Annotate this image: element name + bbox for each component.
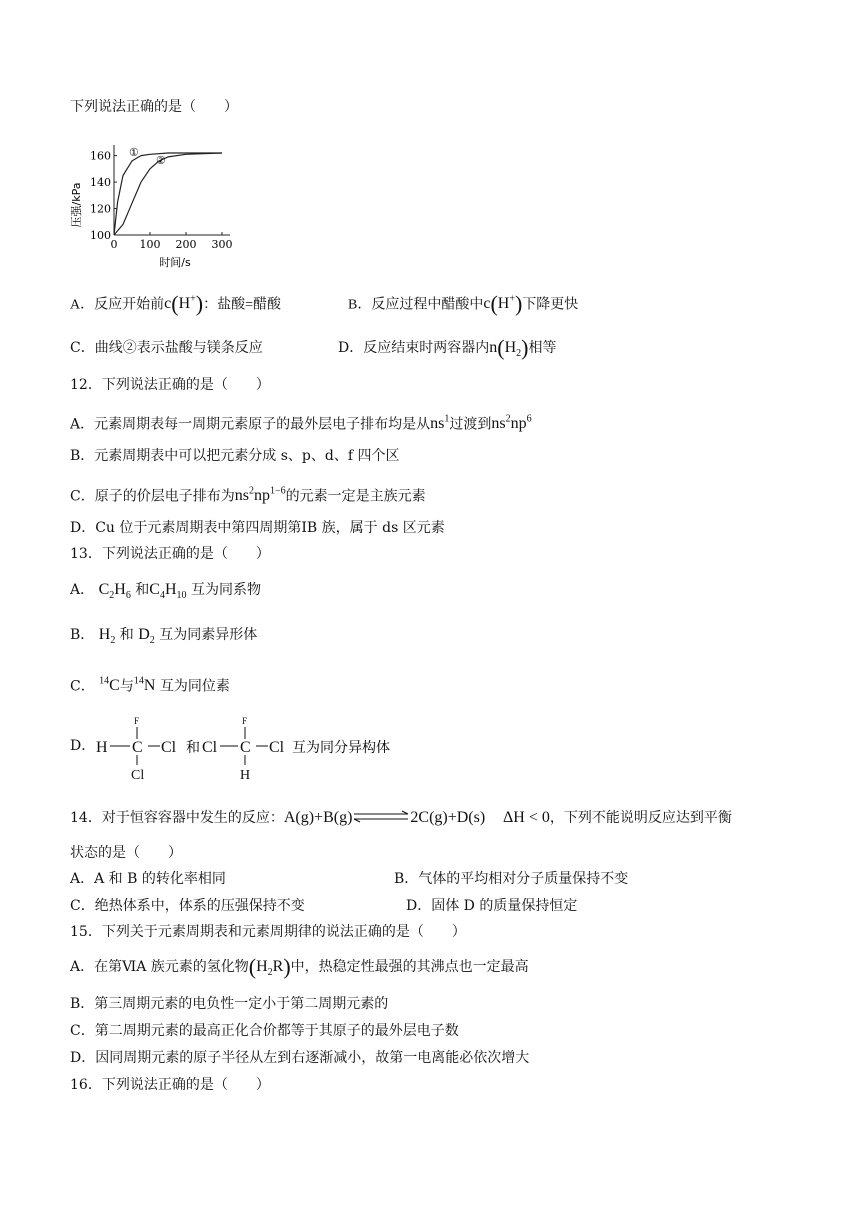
q13-option-b: B． $H_2$ 和 $D_2$ 互为同素异形体 — [70, 626, 258, 647]
q14-stem: 14．对于恒容容器中发生的反应：A(g)+B(g) 2C(g)+D(s) ΔH < 0，下列不能说明反应达到平衡 — [70, 809, 732, 826]
q11-option-a: A．反应开始前c(H+)：盐酸=醋酸 — [70, 291, 281, 317]
q14-option-c: C．绝热体系中，体系的压强保持不变 — [70, 898, 305, 914]
q12-option-b: B．元素周期表中可以把元素分成 s、p、d、f 四个区 — [70, 448, 400, 464]
question-intro: 下列说法正确的是（ ） — [70, 99, 238, 115]
y-tick-label: 140 — [90, 176, 111, 190]
x-tick-label: 300 — [211, 238, 233, 251]
y-tick-label: 100 — [90, 229, 111, 242]
q13-option-c: C． $^{14}$C与$^{14}$N 互为同位素 — [70, 676, 230, 695]
curve-label-2: ② — [156, 154, 166, 167]
q11-option-c: C．曲线②表示盐酸与镁条反应 — [70, 340, 263, 356]
x-tick-label: 200 — [175, 238, 197, 251]
x-tick-label: 100 — [139, 238, 161, 251]
y-axis-label: 压强/kPa — [70, 182, 83, 228]
svg-text:F: F — [242, 716, 248, 726]
q14-option-d: D．固体 D 的质量保持恒定 — [406, 898, 578, 914]
q11-option-d: D．反应结束时两容器内$n(H_2)$相等 — [338, 335, 557, 360]
svg-text:Cl: Cl — [131, 768, 145, 782]
q15-option-c: C．第二周期元素的最高正化合价都等于其原子的最外层电子数 — [70, 1023, 459, 1039]
q13-option-d-label: D． — [70, 738, 96, 754]
q15-option-d: D．因同周期元素的原子半径从左到右逐渐减小，故第一电离能必依次增大 — [70, 1050, 530, 1066]
q12-option-d: D．Cu 位于元素周期表中第四周期第ⅠB 族，属于 ds 区元素 — [70, 520, 445, 536]
svg-text:H: H — [96, 739, 108, 756]
svg-text:Cl: Cl — [269, 739, 285, 756]
equilibrium-arrow-icon — [352, 810, 410, 824]
q15-option-a: A．在第ⅥA 族元素的氢化物$(H_2R)$中，热稳定性最强的其沸点也一定最高 — [70, 954, 529, 979]
q14-option-b: B．气体的平均相对分子质量保持不变 — [394, 871, 629, 887]
y-tick-label: 120 — [90, 202, 111, 216]
curve-label-1: ① — [129, 146, 139, 159]
svg-text:C: C — [240, 739, 251, 756]
svg-text:C: C — [132, 739, 143, 756]
y-tick-label: 160 — [90, 149, 111, 163]
q14-stem-line2: 状态的是（ ） — [70, 845, 182, 861]
q15-stem: 15．下列关于元素周期表和元素周期律的说法正确的是（ ） — [70, 924, 466, 940]
svg-text:Cl: Cl — [202, 739, 218, 756]
x-tick-label: 0 — [110, 238, 118, 251]
q13-option-d-structures — [96, 712, 396, 782]
q13-d-post: 互为同分异构体 — [292, 740, 390, 756]
pressure-time-graph — [70, 137, 240, 272]
q14-option-a: A．A 和 B 的转化率相同 — [70, 871, 226, 887]
series-line-2 — [114, 153, 222, 235]
svg-text:H: H — [240, 768, 251, 782]
q12-option-a: A．元素周期表每一周期元素原子的最外层电子排布均是从$ns^1$过渡到$ns^2np^6$ — [70, 414, 532, 433]
svg-text:F: F — [134, 716, 140, 726]
x-axis-label: 时间/s — [159, 256, 191, 269]
q13-stem: 13．下列说法正确的是（ ） — [70, 546, 270, 562]
svg-text:Cl: Cl — [161, 739, 177, 756]
q12-stem: 12．下列说法正确的是（ ） — [70, 377, 270, 393]
series-line-1 — [114, 153, 222, 235]
q11-option-b: B．反应过程中醋酸中c(H+)下降更快 — [348, 291, 579, 317]
q12-option-c: C．原子的价层电子排布为$ns^2np^{1-6}$的元素一定是主族元素 — [70, 486, 426, 505]
q16-stem: 16．下列说法正确的是（ ） — [70, 1077, 270, 1093]
q13-option-a: A． $C_2H_6$ 和$C_4H_{10}$ 互为同系物 — [70, 581, 261, 602]
q13-d-and: 和 — [186, 740, 200, 756]
q15-option-b: B．第三周期元素的电负性一定小于第二周期元素的 — [70, 996, 389, 1012]
